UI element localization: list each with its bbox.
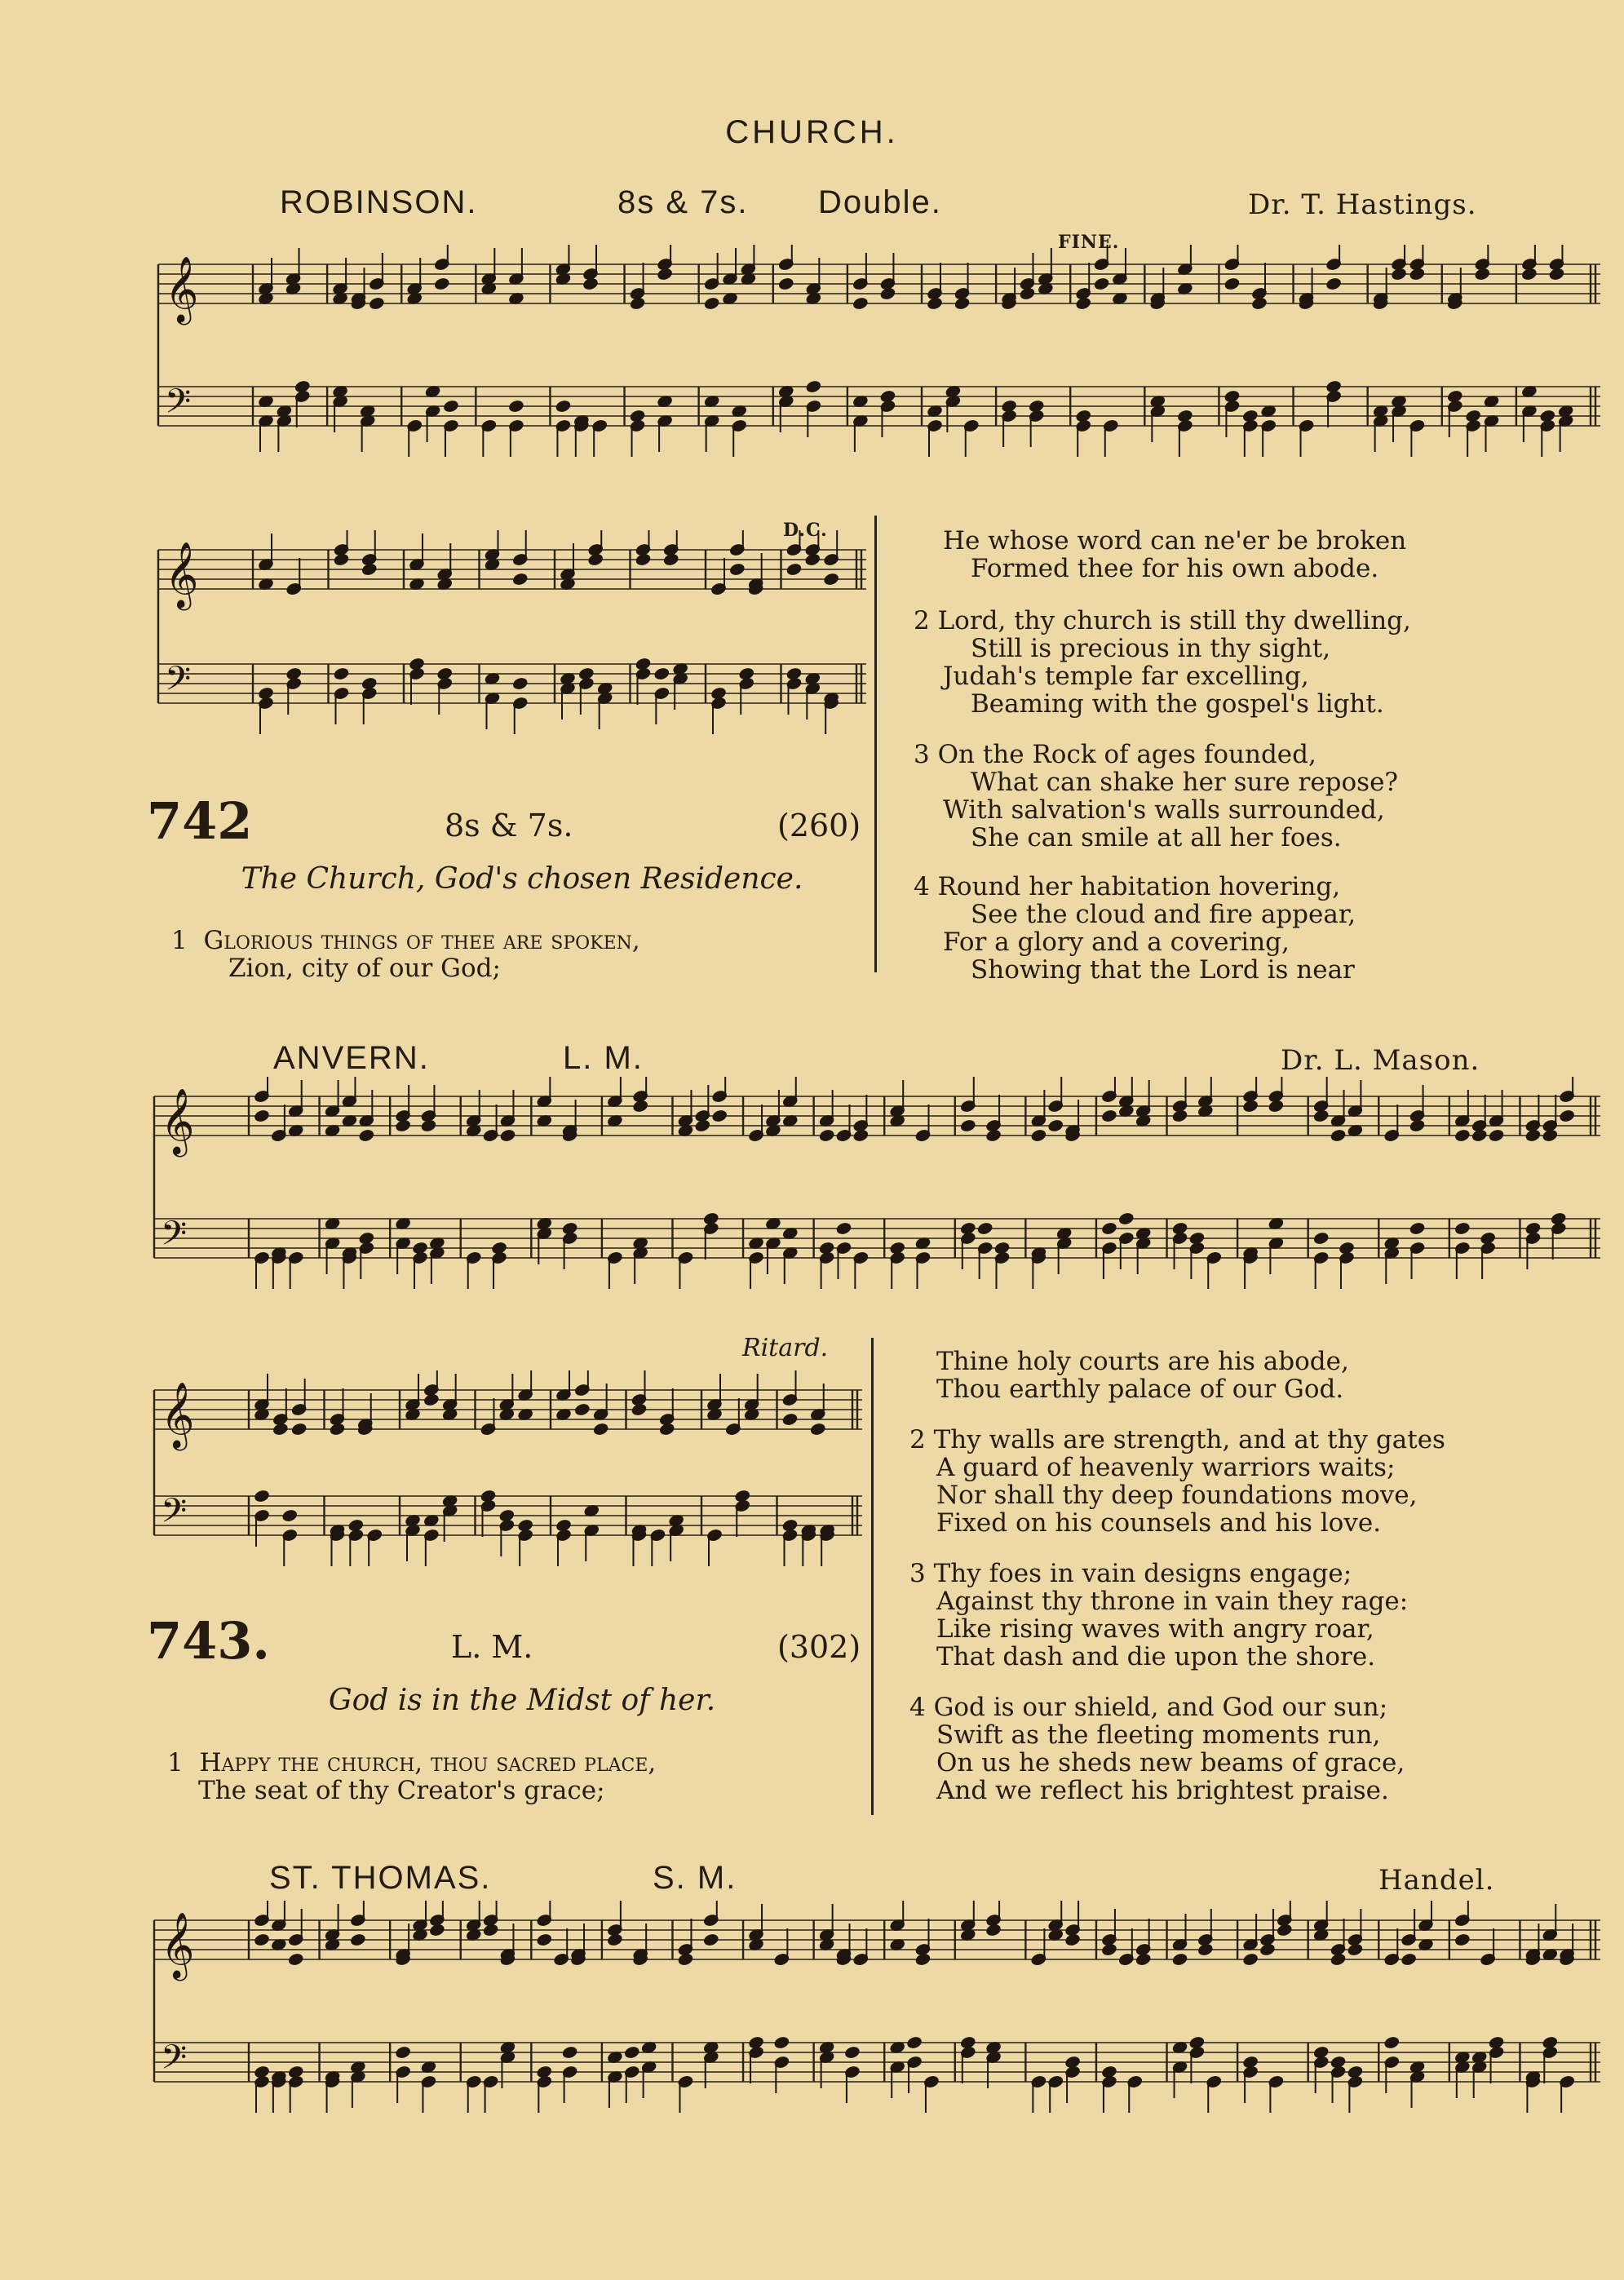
- verse-742-1: [171, 927, 640, 982]
- music-score-st-thomas: [151, 1901, 1607, 2145]
- verse-text: Glorious things of thee are spoken,: [203, 926, 640, 955]
- verse-text: A guard of heavenly warriors waits;: [936, 1453, 1396, 1482]
- verse-743-1: [167, 1749, 656, 1804]
- note-head: [1384, 2036, 1400, 2049]
- note-head: [1409, 268, 1425, 281]
- verse-number: 2: [909, 1425, 926, 1454]
- note-head: [1277, 1924, 1292, 1937]
- note-head: [512, 677, 528, 690]
- staff-lines: [154, 1920, 1600, 2082]
- verse-text: Swift as the fleeting moments run,: [936, 1720, 1381, 1750]
- note-head: [583, 277, 599, 290]
- note-head: [1243, 1953, 1259, 1966]
- note-head: [1065, 1933, 1081, 1946]
- score-graphic-anvern-1: [151, 1077, 1607, 1322]
- verse-text: He whose word can ne'er be broken: [943, 526, 1407, 556]
- verse-text: Like rising waves with angry roar,: [936, 1614, 1374, 1644]
- verse-text: For a glory and a covering,: [943, 927, 1290, 957]
- verse-742-4: [914, 873, 1356, 984]
- hymn-ref-742: (260): [777, 808, 861, 843]
- note-head: [1031, 1129, 1047, 1142]
- verse-text: Thine holy courts are his abode,: [936, 1347, 1349, 1376]
- note-head: [1330, 1129, 1346, 1142]
- score-graphic-anvern-2: [151, 1370, 869, 1583]
- note-head: [1330, 1953, 1346, 1966]
- note-head: [350, 1933, 365, 1946]
- score-graphic-robinson-2: [155, 530, 873, 759]
- note-head: [631, 1403, 647, 1416]
- note-head: [291, 1423, 307, 1436]
- note-head: [1409, 1119, 1425, 1132]
- note-head: [729, 563, 745, 576]
- note-head: [1471, 1129, 1487, 1142]
- page-title: CHURCH.: [725, 114, 899, 150]
- tune-name-anvern: ANVERN.: [273, 1040, 430, 1076]
- note-head: [778, 277, 794, 290]
- note-head: [1313, 1109, 1329, 1122]
- verse-text: With salvation's walls surrounded,: [943, 795, 1385, 825]
- note-head: [1020, 287, 1035, 300]
- verse-line: [167, 1749, 656, 1777]
- note-head: [1135, 1953, 1151, 1966]
- note-head: [824, 573, 839, 586]
- verse-text: Thy walls are strength, and at thy gates: [933, 1425, 1445, 1454]
- bass-clef: 𝄢: [161, 2038, 188, 2085]
- note-head: [500, 1129, 516, 1142]
- verse-743-4: [909, 1693, 1405, 1804]
- hymn-meter-742: 8s & 7s.: [445, 808, 573, 843]
- note-head: [703, 1933, 719, 1946]
- note-head: [805, 553, 821, 566]
- verse-number: 2: [914, 606, 930, 635]
- column-divider: [871, 1338, 874, 1815]
- note-head: [1102, 1109, 1117, 1122]
- hymn-meter-743: L. M.: [451, 1629, 533, 1665]
- verse-text: On us he sheds new beams of grace,: [936, 1748, 1405, 1778]
- note-head: [1224, 277, 1240, 290]
- verse-line: [909, 1426, 1445, 1454]
- note-head: [1243, 1100, 1259, 1113]
- verse-line: [914, 741, 1398, 768]
- note-head: [659, 1423, 675, 1436]
- composer-anvern: Dr. L. Mason.: [1281, 1044, 1480, 1077]
- note-head: [695, 1119, 710, 1132]
- note-head: [624, 2046, 639, 2059]
- verse-text: Formed thee for his own abode.: [971, 554, 1379, 583]
- note-head: [1172, 1953, 1188, 1966]
- note-head: [369, 297, 384, 310]
- note-head: [359, 1129, 374, 1142]
- note-head: [853, 1129, 869, 1142]
- note-head: [954, 297, 970, 310]
- note-head: [1392, 268, 1407, 281]
- dc-mark: D.C.: [783, 520, 828, 541]
- note-head: [508, 400, 524, 413]
- note-head: [1048, 1119, 1064, 1132]
- verse-text: Lord, thy church is still thy dwelling,: [937, 606, 1411, 635]
- verse-text: Thou earthly palace of our God.: [936, 1375, 1344, 1404]
- verse-line: [909, 1560, 1408, 1587]
- note-head: [562, 2046, 577, 2059]
- note-head: [712, 1109, 728, 1122]
- note-head: [927, 297, 943, 310]
- note-head: [1094, 277, 1109, 290]
- verse-text: Judah's temple far excelling,: [943, 662, 1309, 691]
- bass-clef: 𝄢: [165, 659, 192, 706]
- note-head: [254, 1490, 270, 1503]
- verse-text: That dash and die upon the shore.: [936, 1642, 1376, 1671]
- verse-number: 3: [909, 1559, 926, 1588]
- note-head: [915, 1953, 931, 1966]
- verse-742-3: [914, 741, 1398, 852]
- note-head: [334, 667, 349, 680]
- note-head: [254, 1109, 270, 1122]
- verse-number: 3: [914, 740, 930, 769]
- note-head: [1326, 277, 1342, 290]
- verse-line: [914, 607, 1411, 635]
- note-head: [630, 297, 645, 310]
- note-head: [806, 380, 821, 393]
- note-head: [960, 1119, 976, 1132]
- note-head: [1489, 1129, 1504, 1142]
- verse-text: Round her habitation hovering,: [937, 872, 1341, 901]
- note-head: [555, 400, 571, 413]
- verse-text: Happy the church, thou sacred place,: [199, 1748, 657, 1778]
- note-head: [782, 1413, 798, 1426]
- note-head: [1560, 1109, 1575, 1122]
- note-head: [588, 553, 604, 566]
- treble-clef: 𝄞: [161, 1381, 195, 1448]
- note-head: [288, 1953, 303, 1966]
- verse-742-1-cont: [914, 527, 1406, 582]
- verse-text: Against thy throne in vain they rage:: [936, 1587, 1409, 1616]
- note-head: [1542, 1129, 1558, 1142]
- verse-line: [909, 1693, 1405, 1721]
- note-head: [654, 667, 670, 680]
- hymn-number-742: 742: [147, 791, 253, 851]
- note-head: [593, 1423, 608, 1436]
- score-graphic-robinson-1: [155, 245, 1607, 489]
- note-head: [678, 1953, 693, 1966]
- note-head: [282, 1509, 298, 1522]
- verse-742-2: [914, 607, 1411, 718]
- verse-line: [171, 927, 640, 954]
- treble-clef: 𝄞: [165, 541, 199, 608]
- note-head: [334, 553, 349, 566]
- verse-text: And we reflect his brightest praise.: [936, 1776, 1389, 1805]
- note-head: [272, 1423, 288, 1436]
- tune-meter-double: Double.: [818, 184, 942, 220]
- note-head: [429, 1924, 445, 1937]
- note-head: [1118, 1212, 1134, 1225]
- verse-743-2: [909, 1426, 1445, 1537]
- treble-clef: 𝄞: [161, 1911, 195, 1978]
- note-head: [810, 1423, 825, 1436]
- note-head: [607, 1933, 622, 1946]
- note-head: [986, 1129, 1002, 1142]
- ritard-mark: Ritard.: [742, 1334, 829, 1362]
- note-head: [1076, 297, 1091, 310]
- note-head: [880, 287, 896, 300]
- bass-clef: 𝄢: [161, 1214, 188, 1261]
- note-head: [774, 2036, 790, 2049]
- music-score-anvern-1: [151, 1077, 1607, 1322]
- note-head: [836, 1222, 852, 1235]
- note-head: [977, 1222, 993, 1235]
- verse-text: God is our shield, and God our sun;: [933, 1693, 1388, 1722]
- verse-text: Still is precious in thy sight,: [971, 634, 1331, 663]
- note-head: [1525, 1129, 1541, 1142]
- verse-text: She can smile at all her foes.: [971, 823, 1342, 852]
- note-head: [1454, 1129, 1470, 1142]
- note-head: [396, 2046, 411, 2059]
- composer-st-thomas: Handel.: [1378, 1864, 1495, 1897]
- tune-meter-st-thomas: S. M.: [653, 1860, 737, 1896]
- verse-text: Thy foes in vain designs engage;: [933, 1559, 1352, 1588]
- music-score-robinson-2: [155, 530, 873, 759]
- verse-text: On the Rock of ages founded,: [937, 740, 1316, 769]
- note-head: [1454, 1933, 1470, 1946]
- bass-clef: 𝄢: [165, 382, 192, 429]
- note-head: [444, 400, 459, 413]
- note-head: [1102, 1943, 1117, 1956]
- verse-number: 1: [171, 926, 188, 955]
- tune-name-robinson: ROBINSON.: [280, 184, 478, 220]
- column-divider: [874, 516, 877, 972]
- note-head: [1347, 1943, 1363, 1956]
- tune-meter-robinson: 8s & 7s.: [617, 184, 749, 220]
- score-graphic-st-thomas: [151, 1901, 1607, 2145]
- verse-number: 4: [909, 1693, 926, 1722]
- verse-text: Fixed on his counsels and his love.: [936, 1508, 1382, 1538]
- note-head: [1521, 268, 1537, 281]
- note-head: [633, 1100, 648, 1113]
- verse-text: Beaming with the gospel's light.: [971, 689, 1384, 719]
- note-head: [330, 1423, 345, 1436]
- verse-number: 1: [167, 1748, 184, 1778]
- note-head: [1172, 1109, 1188, 1122]
- verse-text: Zion, city of our God;: [228, 954, 501, 983]
- note-head: [845, 2046, 861, 2059]
- note-head: [1197, 1943, 1213, 1956]
- note-head: [1268, 1100, 1284, 1113]
- note-head: [819, 1129, 834, 1142]
- note-head: [254, 1933, 270, 1946]
- note-head: [537, 1933, 552, 1946]
- note-head: [635, 553, 651, 566]
- music-score-robinson-1: [155, 245, 1607, 489]
- verse-743-1-cont: [909, 1348, 1349, 1403]
- hymn-number-743: 743.: [147, 1611, 271, 1671]
- note-head: [1454, 1222, 1470, 1235]
- note-head: [574, 1403, 590, 1416]
- treble-clef: 𝄞: [161, 1087, 195, 1154]
- note-head: [786, 563, 802, 576]
- note-head: [1549, 268, 1564, 281]
- note-head: [423, 1393, 439, 1406]
- note-head: [1401, 1953, 1417, 1966]
- note-head: [663, 553, 679, 566]
- note-head: [657, 268, 673, 281]
- composer-robinson: Dr. T. Hastings.: [1248, 188, 1477, 221]
- note-head: [1260, 1943, 1276, 1956]
- note-head: [1475, 268, 1490, 281]
- hymn-title-743: God is in the Midst of her.: [328, 1684, 716, 1717]
- bass-clef: 𝄢: [161, 1491, 188, 1538]
- hymn-ref-743: (302): [777, 1629, 861, 1665]
- verse-number: 4: [914, 872, 930, 901]
- fine-mark: FINE.: [1058, 232, 1120, 253]
- note-head: [1409, 1222, 1425, 1235]
- note-head: [396, 1119, 411, 1132]
- note-head: [361, 563, 377, 576]
- verse-line: [914, 873, 1356, 901]
- note-head: [704, 297, 719, 310]
- note-head: [512, 573, 528, 586]
- note-head: [852, 297, 868, 310]
- note-head: [483, 1924, 498, 1937]
- note-head: [1313, 1232, 1329, 1245]
- verse-text: Nor shall thy deep foundations move,: [936, 1481, 1418, 1510]
- note-head: [1252, 297, 1268, 310]
- hymn-title-742: The Church, God's chosen Residence.: [241, 862, 803, 896]
- staff-lines: [158, 550, 866, 703]
- verse-text: Showing that the Lord is near: [971, 955, 1355, 985]
- verse-743-3: [909, 1560, 1408, 1671]
- verse-text: See the cloud and fire appear,: [971, 900, 1356, 929]
- verse-text: The seat of thy Creator's grace;: [198, 1776, 605, 1805]
- verse-text: What can shake her sure repose?: [971, 768, 1399, 797]
- tune-name-st-thomas: ST. THOMAS.: [269, 1860, 492, 1896]
- tune-meter-anvern: L. M.: [563, 1040, 644, 1076]
- note-head: [434, 277, 449, 290]
- note-head: [907, 2036, 923, 2049]
- note-head: [421, 1119, 436, 1132]
- music-score-anvern-2: [151, 1370, 869, 1583]
- note-head: [1102, 1222, 1117, 1235]
- note-head: [986, 1924, 1002, 1937]
- treble-clef: 𝄞: [165, 255, 199, 322]
